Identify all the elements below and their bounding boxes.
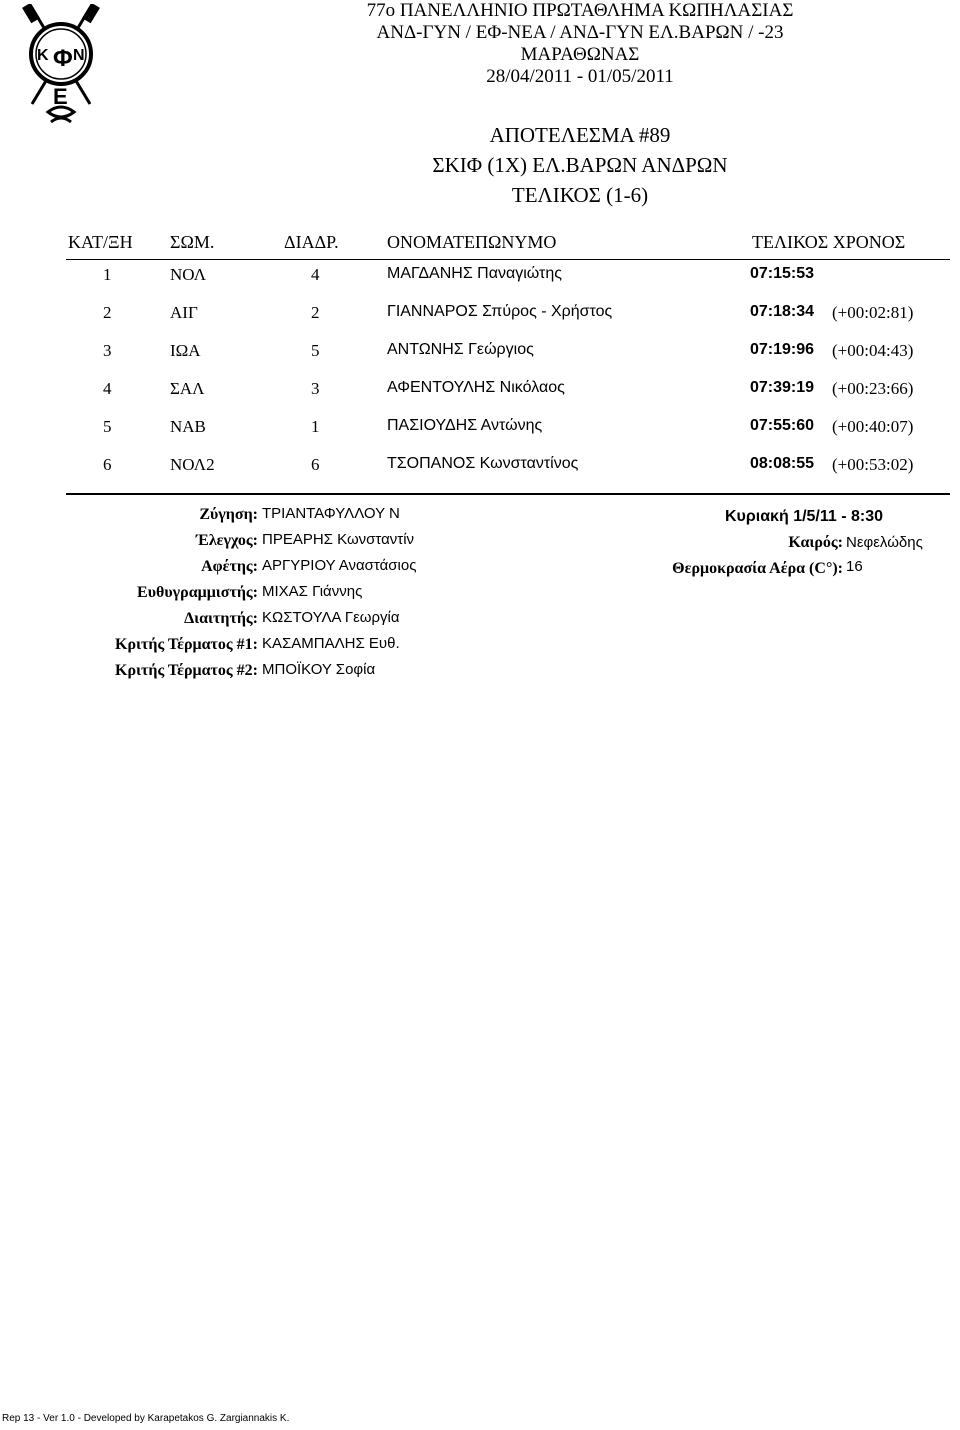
official-role-label: Κριτής Τέρματος #1: bbox=[115, 636, 258, 653]
lane-cell: 4 bbox=[311, 265, 320, 284]
col-club: ΣΩΜ. bbox=[170, 232, 215, 252]
lane-cell: 3 bbox=[311, 379, 320, 398]
championship-title: 77ο ΠΑΝΕΛΛΗΝΙΟ ΠΡΩΤΑΘΛΗΜΑ ΚΩΠΗΛΑΣΙΑΣ bbox=[366, 0, 794, 21]
time-diff-cell: (+00:40:07) bbox=[832, 417, 914, 436]
result-row bbox=[0, 455, 960, 493]
result-row bbox=[0, 303, 960, 341]
official-role-label: Διαιτητής: bbox=[184, 610, 258, 627]
weather-label: Καιρός: bbox=[788, 534, 843, 551]
official-role-label: Ζύγηση: bbox=[199, 506, 258, 523]
temperature-value: 16 bbox=[846, 558, 863, 575]
event-title: ΣΚΙΦ (1Χ) ΕΛ.ΒΑΡΩΝ ΑΝΔΡΩΝ bbox=[432, 153, 728, 177]
lane-cell: 5 bbox=[311, 341, 320, 360]
categories-line: ΑΝΔ-ΓΥΝ / ΕΦ-ΝΕΑ / ΑΝΔ-ΓΥΝ ΕΛ.ΒΑΡΩΝ / -23 bbox=[376, 22, 784, 43]
lane-cell: 2 bbox=[311, 303, 320, 322]
rank-cell: 2 bbox=[103, 303, 112, 322]
date-range: 28/04/2011 - 01/05/2011 bbox=[486, 66, 674, 87]
official-name: ΜΠΟΪΚΟΥ Σοφία bbox=[262, 661, 376, 678]
col-time: ΤΕΛΙΚΟΣ ΧΡΟΝΟΣ bbox=[752, 232, 906, 252]
time-diff-cell: (+00:23:66) bbox=[832, 379, 914, 398]
col-rank: ΚΑΤ/ΞΗ bbox=[68, 232, 133, 252]
official-role-label: Κριτής Τέρματος #2: bbox=[115, 662, 258, 679]
time-diff-cell: (+00:53:02) bbox=[832, 455, 914, 474]
race-datetime: Κυριακή 1/5/11 - 8:30 bbox=[725, 508, 884, 525]
athlete-name-cell: ΠΑΣΙΟΥΔΗΣ Αντώνης bbox=[387, 417, 543, 434]
official-name: ΜΙΧΑΣ Γιάννης bbox=[262, 583, 363, 600]
lane-cell: 1 bbox=[311, 417, 320, 436]
rank-cell: 1 bbox=[103, 265, 112, 284]
venue: ΜΑΡΑΘΩΝΑΣ bbox=[520, 44, 640, 65]
final-time-cell: 07:19:96 bbox=[750, 341, 815, 358]
club-cell: ΣΑΛ bbox=[170, 379, 205, 398]
athlete-name-cell: ΤΣΟΠΑΝΟΣ Κωνσταντίνος bbox=[387, 455, 579, 472]
club-cell: ΝΟΛ2 bbox=[170, 455, 215, 474]
official-name: ΚΩΣΤΟΥΛΑ Γεωργία bbox=[262, 609, 400, 626]
result-row bbox=[0, 341, 960, 379]
official-role-label: Αφέτης: bbox=[201, 558, 258, 575]
result-row bbox=[0, 265, 960, 303]
final-time-cell: 07:55:60 bbox=[750, 417, 815, 434]
official-name: ΑΡΓΥΡΙΟΥ Αναστάσιος bbox=[262, 557, 417, 574]
col-lane: ΔΙΑΔΡ. bbox=[284, 232, 339, 252]
result-title: ΑΠΟΤΕΛΕΣΜΑ #89 bbox=[489, 123, 671, 147]
rank-cell: 6 bbox=[103, 455, 112, 474]
report-footer: Rep 13 - Ver 1.0 - Developed by Karapetakos G. Zargiannakis K. bbox=[2, 1413, 290, 1424]
weather-value: Νεφελώδης bbox=[846, 534, 923, 551]
athlete-name-cell: ΜΑΓΔΑΝΗΣ Παναγιώτης bbox=[387, 265, 562, 282]
logo-letter-f: Φ bbox=[53, 45, 73, 72]
result-row bbox=[0, 379, 960, 417]
time-diff-cell: (+00:04:43) bbox=[832, 341, 914, 360]
temperature-label: Θερμοκρασία Αέρα (C°): bbox=[672, 560, 843, 577]
header-rule bbox=[66, 259, 950, 260]
official-role-label: Ευθυγραμμιστής: bbox=[137, 584, 258, 601]
final-time-cell: 07:15:53 bbox=[750, 265, 815, 282]
rank-cell: 3 bbox=[103, 341, 112, 360]
result-row bbox=[0, 417, 960, 455]
logo-letter-e: Ε bbox=[53, 84, 68, 109]
official-role-label: Έλεγχος: bbox=[196, 532, 258, 549]
col-name: ΟΝΟΜΑΤΕΠΩΝΥΜΟ bbox=[387, 232, 557, 252]
athlete-name-cell: ΑΦΕΝΤΟΥΛΗΣ Νικόλαος bbox=[387, 379, 565, 396]
lane-cell: 6 bbox=[311, 455, 320, 474]
final-time-cell: 07:39:19 bbox=[750, 379, 815, 396]
official-name: ΤΡΙΑΝΤΑΦΥΛΛΟΥ Ν bbox=[262, 505, 400, 522]
results-bottom-rule bbox=[66, 493, 950, 495]
race-stage: ΤΕΛΙΚΟΣ (1-6) bbox=[511, 183, 649, 207]
club-cell: ΑΙΓ bbox=[170, 303, 198, 322]
athlete-name-cell: ΓΙΑΝΝΑΡΟΣ Σπύρος - Χρήστος bbox=[387, 303, 613, 320]
athlete-name-cell: ΑΝΤΩΝΗΣ Γεώργιος bbox=[387, 341, 534, 358]
logo-letter-k: Κ bbox=[37, 47, 49, 64]
time-diff-cell: (+00:02:81) bbox=[832, 303, 914, 322]
club-cell: ΝΑΒ bbox=[170, 417, 206, 436]
final-time-cell: 08:08:55 bbox=[750, 455, 815, 472]
club-cell: ΝΟΛ bbox=[170, 265, 207, 284]
official-name: ΚΑΣΑΜΠΑΛΗΣ Ευθ. bbox=[262, 635, 400, 652]
rank-cell: 5 bbox=[103, 417, 112, 436]
logo-letter-n: Ν bbox=[73, 47, 85, 64]
rank-cell: 4 bbox=[103, 379, 112, 398]
club-cell: ΙΩΑ bbox=[170, 341, 201, 360]
final-time-cell: 07:18:34 bbox=[750, 303, 815, 320]
official-name: ΠΡΕΑΡΗΣ Κωνσταντίν bbox=[262, 531, 415, 548]
